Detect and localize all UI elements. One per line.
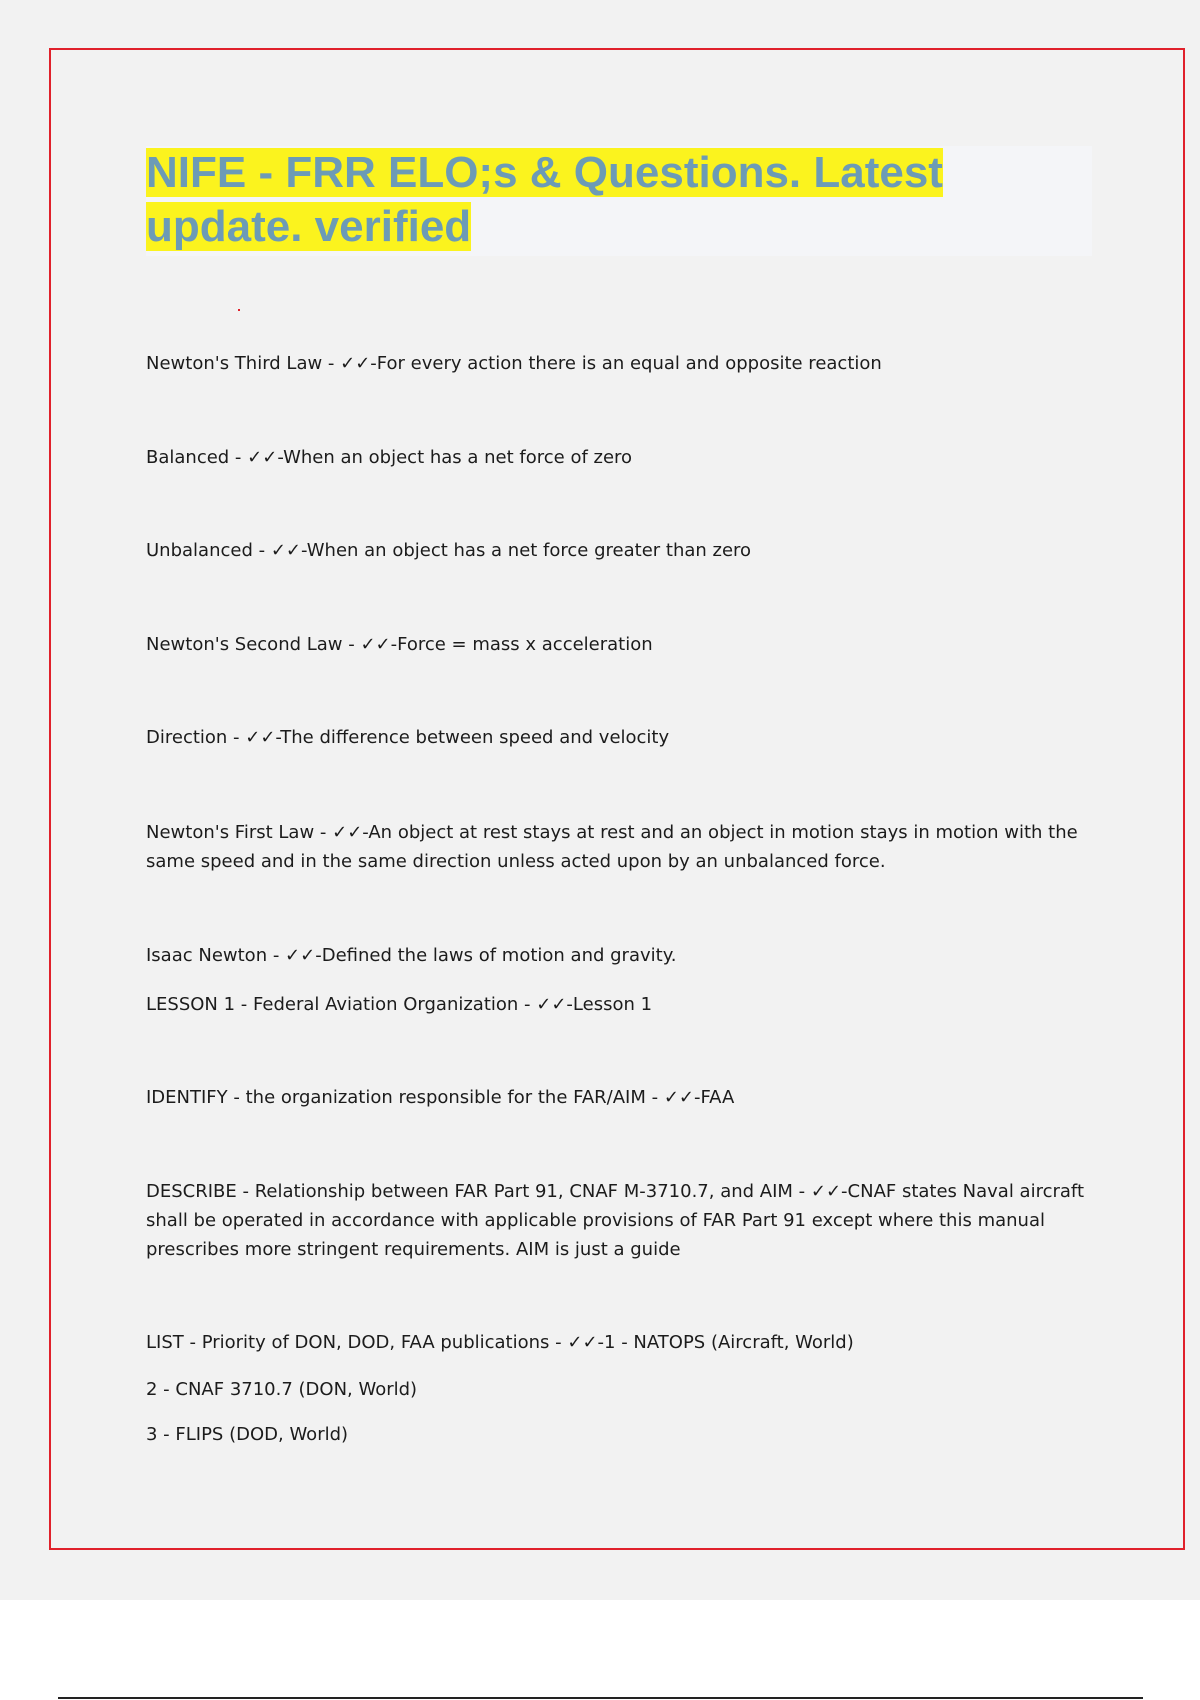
entry-describe: DESCRIBE - Relationship between FAR Part 91, CNAF M-3710.7, and AIM - ✓✓-CNAF states Naval aircraft shall be operated in accordance with applicable provisions of FAR Part 91 except where this manual prescribes more stringent requirements. AIM is just a guide	[146, 1181, 1090, 1260]
entry-newtons-second-law: Newton's Second Law - ✓✓-Force = mass x acceleration	[146, 634, 653, 655]
entry-lesson-1: LESSON 1 - Federal Aviation Organization - ✓✓-Lesson 1	[146, 994, 653, 1015]
entry-newtons-first-law: Newton's First Law - ✓✓-An object at rest stays at rest and an object in motion stays in motion with the same speed and in the same direction unless acted upon by an unbalanced force.	[146, 822, 1084, 872]
page-border	[49, 48, 1185, 1550]
entry-list-priority: LIST - Priority of DON, DOD, FAA publications - ✓✓-1 - NATOPS (Aircraft, World)	[146, 1332, 854, 1353]
title-highlight: NIFE - FRR ELO;s & Questions. Latest update. verified	[146, 148, 943, 251]
document-title	[146, 146, 1046, 254]
entry-direction: Direction - ✓✓-The difference between speed and velocity	[146, 727, 670, 748]
next-page-rule	[58, 1697, 1143, 1699]
entry-list-item-3: 3 - FLIPS (DOD, World)	[146, 1424, 349, 1445]
entry-list-item-2: 2 - CNAF 3710.7 (DON, World)	[146, 1379, 418, 1400]
entry-newtons-third-law: Newton's Third Law - ✓✓-For every action there is an equal and opposite reaction	[146, 353, 882, 374]
entry-identify: IDENTIFY - the organization responsible for the FAR/AIM - ✓✓-FAA	[146, 1087, 735, 1108]
entry-balanced: Balanced - ✓✓-When an object has a net force of zero	[146, 447, 633, 468]
entry-isaac-newton: Isaac Newton - ✓✓-Defined the laws of motion and gravity.	[146, 945, 677, 966]
entry-unbalanced: Unbalanced - ✓✓-When an object has a net force greater than zero	[146, 540, 752, 561]
stray-mark	[238, 309, 240, 311]
